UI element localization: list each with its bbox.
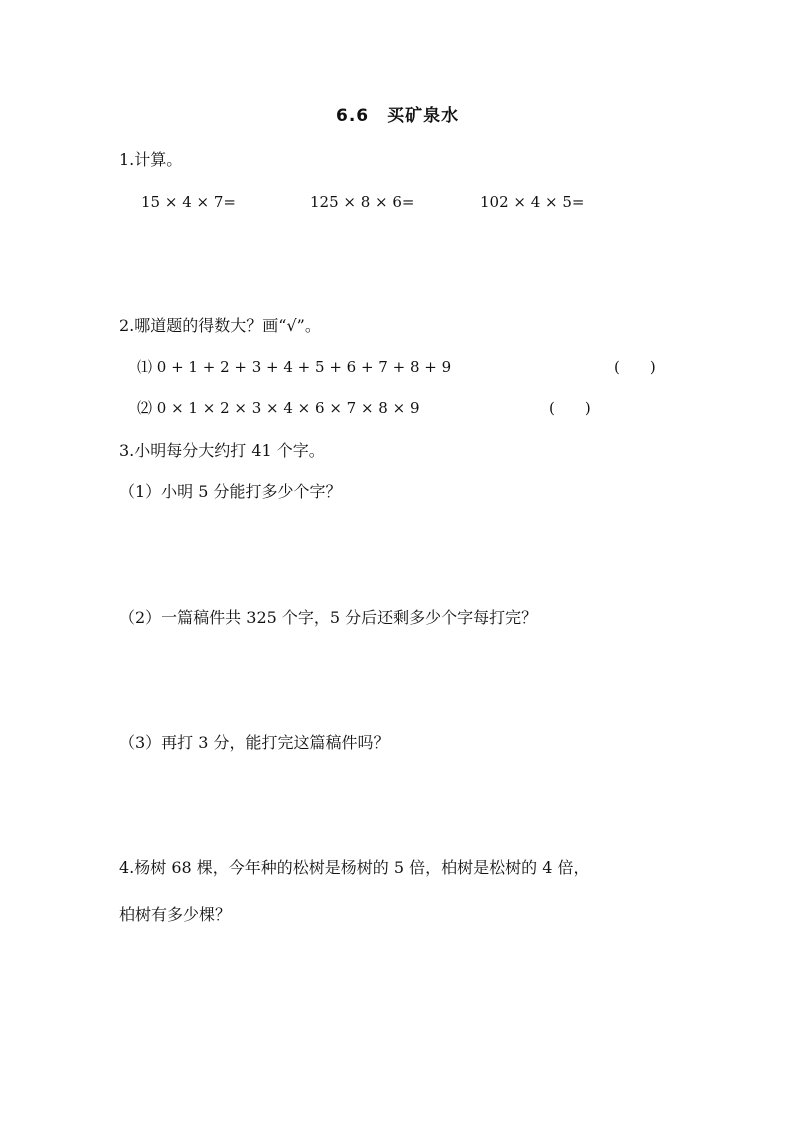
q3-sub-question-2: （2）一篇稿件共 325 个字，5 分后还剩多少个字每打完？ (119, 608, 538, 627)
q3-sub-question-3: （3）再打 3 分，能打完这篇稿件吗？ (119, 733, 390, 752)
question-4-line-1: 4.杨树 68 棵，今年种的松树是杨树的 5 倍，柏树是松树的 4 倍， (119, 858, 590, 877)
q1-expression-2: 125 × 8 × 6= (310, 193, 415, 211)
q2-expression-1: ⑴ 0 + 1 + 2 + 3 + 4 + 5 + 6 + 7 + 8 + 9 (137, 358, 452, 376)
q2-answer-blank-2: ( ) (549, 399, 591, 417)
page-title: 6.6 买矿泉水 (336, 106, 460, 126)
q2-answer-blank-1: ( ) (614, 358, 656, 376)
question-2-heading: 2.哪道题的得数大？画“√”。 (119, 316, 321, 335)
question-1-heading: 1.计算。 (119, 150, 183, 169)
q3-sub-question-1: （1）小明 5 分能打多少个字？ (119, 482, 342, 501)
q1-expression-1: 15 × 4 × 7= (141, 193, 236, 211)
q2-expression-2: ⑵ 0 × 1 × 2 × 3 × 4 × 6 × 7 × 8 × 9 (137, 399, 420, 417)
question-3-heading: 3.小明每分大约打 41 个字。 (119, 441, 325, 460)
question-4-line-2: 柏树有多少棵？ (119, 905, 232, 924)
q1-expression-3: 102 × 4 × 5= (480, 193, 585, 211)
